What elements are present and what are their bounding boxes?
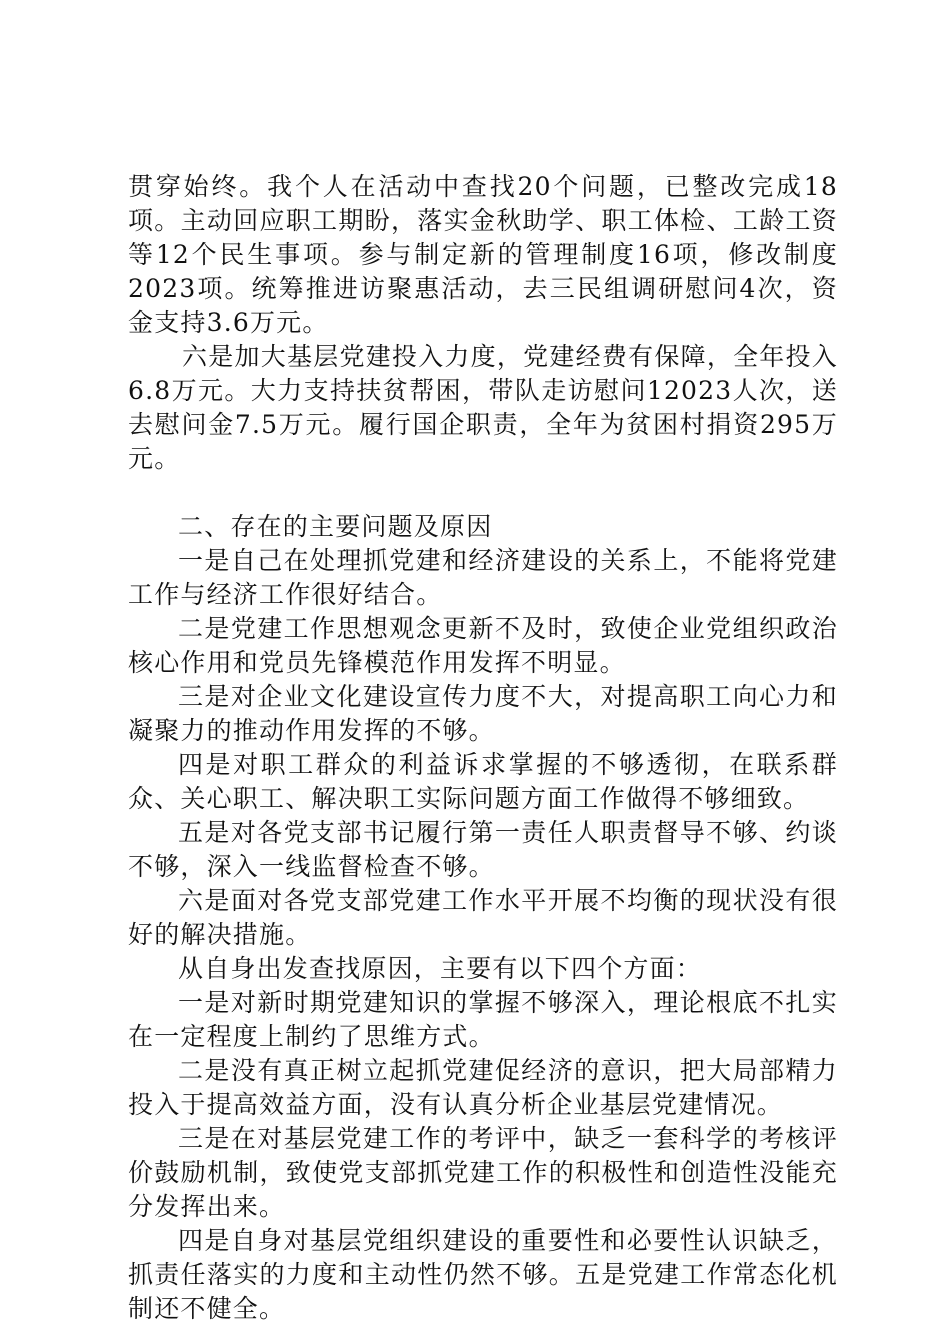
- problem-item-3: 三是对企业文化建设宣传力度不大，对提高职工向心力和凝聚力的推动作用发挥的不够。: [128, 682, 838, 745]
- cause-item-4: 四是自身对基层党组织建设的重要性和必要性认识缺乏，抓责任落实的力度和主动性仍然不够。五是党建工作常态化机制还不健全。: [128, 1226, 838, 1323]
- document-page: [128, 170, 838, 1326]
- cause-item-1: 一是对新时期党建知识的掌握不够深入，理论根底不扎实在一定程度上制约了思维方式。: [128, 988, 838, 1051]
- problem-item-4: 四是对职工群众的利益诉求掌握的不够透彻，在联系群众、关心职工、解决职工实际问题方面工作做得不够细致。: [128, 750, 838, 813]
- paragraph-gap: [128, 476, 838, 510]
- problem-item-1: 一是自己在处理抓党建和经济建设的关系上，不能将党建工作与经济工作很好结合。: [128, 546, 838, 609]
- cause-intro: 从自身出发查找原因，主要有以下四个方面：: [178, 954, 703, 983]
- section-heading: 二、存在的主要问题及原因: [178, 512, 493, 541]
- problem-item-6: 六是面对各党支部党建工作水平开展不均衡的现状没有很好的解决措施。: [128, 886, 838, 949]
- problem-item-2: 二是党建工作思想观念更新不及时，致使企业党组织政治核心作用和党员先锋模范作用发挥不明显。: [128, 614, 838, 677]
- paragraph-six-investment: 六是加大基层党建投入力度，党建经费有保障，全年投入6.8万元。大力支持扶贫帮困，带队走访慰问12023人次，送去慰问金7.5万元。履行国企职责，全年为贫困村捐资295万元。: [128, 342, 838, 473]
- problem-item-5: 五是对各党支部书记履行第一责任人职责督导不够、约谈不够，深入一线监督检查不够。: [128, 818, 838, 881]
- cause-item-2: 二是没有真正树立起抓党建促经济的意识，把大局部精力投入于提高效益方面，没有认真分析企业基层党建情况。: [128, 1056, 838, 1119]
- cause-item-3: 三是在对基层党建工作的考评中，缺乏一套科学的考核评价鼓励机制，致使党支部抓党建工作的积极性和创造性没能充分发挥出来。: [128, 1124, 838, 1221]
- paragraph-continuation: 贯穿始终。我个人在活动中查找20个问题，已整改完成18项。主动回应职工期盼，落实金秋助学、职工体检、工龄工资等12个民生事项。参与制定新的管理制度16项，修改制度2023项。统筹推进访聚惠活动，去三民组调研慰问4次，资金支持3.6万元。: [128, 172, 838, 337]
